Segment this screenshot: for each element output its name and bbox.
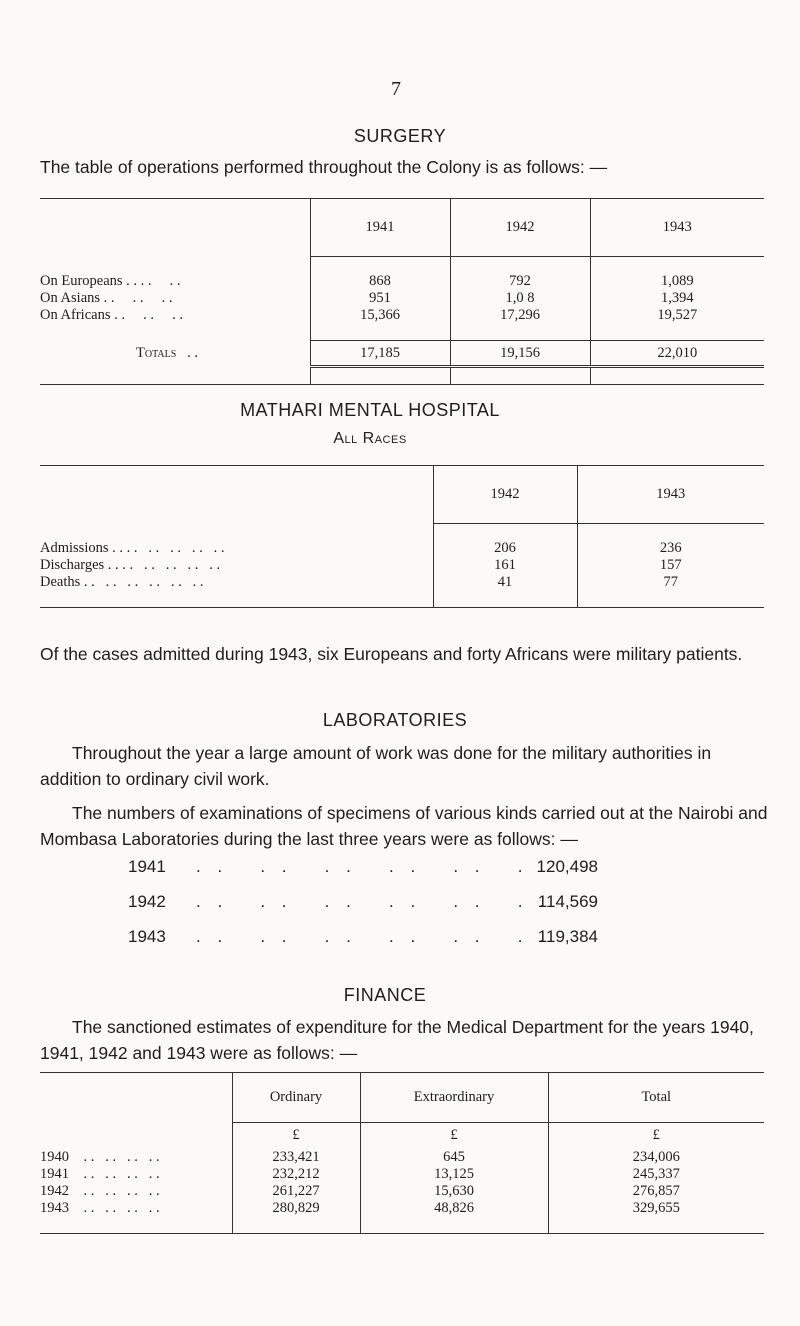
row-dots: . . . . . . . . . . [126, 540, 225, 556]
surgery-col-1943: 1943 [590, 199, 764, 257]
table-cell: 329,655 [548, 1200, 764, 1217]
total-cell: 19,156 [450, 341, 590, 367]
table-cell: 868 [310, 273, 450, 290]
table-cell: 280,829 [232, 1200, 360, 1217]
row-dots: . . . . . . . . . . . . [83, 574, 204, 590]
table-cell: 15,630 [360, 1183, 548, 1200]
surgery-intro: The table of operations performed throughout the Colony is as follows: — [40, 157, 608, 177]
mathari-table [40, 465, 764, 608]
row-dots: . . . . . . [103, 290, 173, 306]
table-cell: 1,0 8 [450, 290, 590, 307]
table-cell: 17,296 [450, 307, 590, 324]
row-label: 1942 [40, 1182, 69, 1199]
row-dots: . . . . . . . . . . [122, 557, 221, 573]
table-cell: 951 [310, 290, 450, 307]
table-cell: 245,337 [548, 1166, 764, 1183]
lab-dots: . . . . . . . . . . . . [196, 927, 550, 946]
table-cell: 48,826 [360, 1200, 548, 1217]
mathari-note: Of the cases admitted during 1943, six Europeans and forty Africans were military patients. [40, 644, 743, 664]
table-row [40, 307, 764, 324]
finance-intro: The sanctioned estimates of expenditure for the Medical Department for the years 1940, 1941, 1942 and 1943 were as follows: — [40, 1017, 754, 1063]
total-cell: 17,185 [310, 341, 450, 367]
table-cell: 1,394 [590, 290, 764, 307]
table-cell: 261,227 [232, 1183, 360, 1200]
row-label: Admissions . . [40, 540, 123, 556]
lab-year: 1942 [128, 892, 166, 911]
currency-symbol: £ [548, 1123, 764, 1149]
table-cell: 1,089 [590, 273, 764, 290]
table-row [40, 1200, 764, 1217]
table-cell: 13,125 [360, 1166, 548, 1183]
finance-table [40, 1072, 764, 1234]
table-cell: 77 [577, 574, 764, 591]
table-cell: 19,527 [590, 307, 764, 324]
row-dots: . . . . . . . . [83, 1199, 160, 1216]
table-cell: 233,421 [232, 1149, 360, 1166]
table-row [40, 1149, 764, 1166]
lab-value: 114,569 [537, 892, 598, 911]
table-cell: 161 [433, 557, 577, 574]
row-label: Discharges . . [40, 557, 119, 573]
table-cell: 234,006 [548, 1149, 764, 1166]
row-dots: . . . . . . [114, 307, 183, 323]
table-row [40, 1166, 764, 1183]
mathari-col-1942: 1942 [433, 466, 577, 524]
row-label: 1943 [40, 1199, 69, 1216]
table-cell: 157 [577, 557, 764, 574]
table-row [40, 1183, 764, 1200]
table-cell: 792 [450, 273, 590, 290]
laboratories-heading: LABORATORIES [322, 710, 468, 730]
table-cell: 276,857 [548, 1183, 764, 1200]
table-cell: 236 [577, 540, 764, 557]
table-row [40, 557, 764, 574]
lab-dots: . . . . . . . . . . . . [196, 892, 550, 911]
finance-heading: FINANCE [343, 985, 427, 1005]
currency-symbol: £ [232, 1123, 360, 1149]
table-cell: 645 [360, 1149, 548, 1166]
row-label: On Asians [40, 290, 101, 306]
lab-value: 119,384 [537, 927, 598, 946]
table-cell: 41 [433, 574, 577, 591]
mathari-col-1943: 1943 [577, 466, 764, 524]
row-label: On Africans [40, 307, 111, 323]
table-cell: 206 [433, 540, 577, 557]
lab-year: 1943 [128, 927, 166, 946]
page-number: 7 [391, 78, 401, 100]
row-dots: . . . . . . . . [83, 1148, 160, 1165]
row-label: 1941 [40, 1165, 69, 1182]
table-row [40, 540, 764, 557]
totals-label: Totals [136, 345, 177, 361]
row-dots: . . [187, 345, 199, 361]
surgery-col-1942: 1942 [450, 199, 590, 257]
mathari-subheading: All Races [333, 430, 407, 447]
table-cell: 15,366 [310, 307, 450, 324]
row-dots: . . . . . . . . [83, 1182, 160, 1199]
laboratories-para-2: The numbers of examinations of specimens of various kinds carried out at the Nairobi and Mombasa Laboratories during the last three years were as follows: — [40, 803, 768, 849]
totals-row [40, 341, 764, 367]
table-row [40, 273, 764, 290]
surgery-col-1941: 1941 [310, 199, 450, 257]
laboratories-para-1: Throughout the year a large amount of work was done for the military authorities in addition to ordinary civil work. [40, 743, 712, 789]
table-cell: 232,212 [232, 1166, 360, 1183]
finance-col-ordinary: Ordinary [232, 1073, 360, 1123]
row-dots: . . . . [140, 273, 181, 289]
lab-year: 1941 [128, 857, 166, 876]
finance-col-total: Total [548, 1073, 764, 1123]
row-label: 1940 [40, 1148, 69, 1165]
finance-col-extraordinary: Extraordinary [360, 1073, 548, 1123]
row-label: Deaths [40, 574, 81, 590]
surgery-heading: SURGERY [353, 126, 447, 146]
row-label: On Europeans . . [40, 273, 138, 289]
surgery-table [40, 198, 764, 385]
table-row [40, 290, 764, 307]
total-cell: 22,010 [590, 341, 764, 367]
mathari-heading: MATHARI MENTAL HOSPITAL [240, 400, 500, 420]
lab-value: 120,498 [536, 857, 598, 876]
row-dots: . . . . . . . . [83, 1165, 160, 1182]
lab-dots: . . . . . . . . . . . . [196, 857, 550, 876]
currency-symbol: £ [360, 1123, 548, 1149]
table-row [40, 574, 764, 591]
